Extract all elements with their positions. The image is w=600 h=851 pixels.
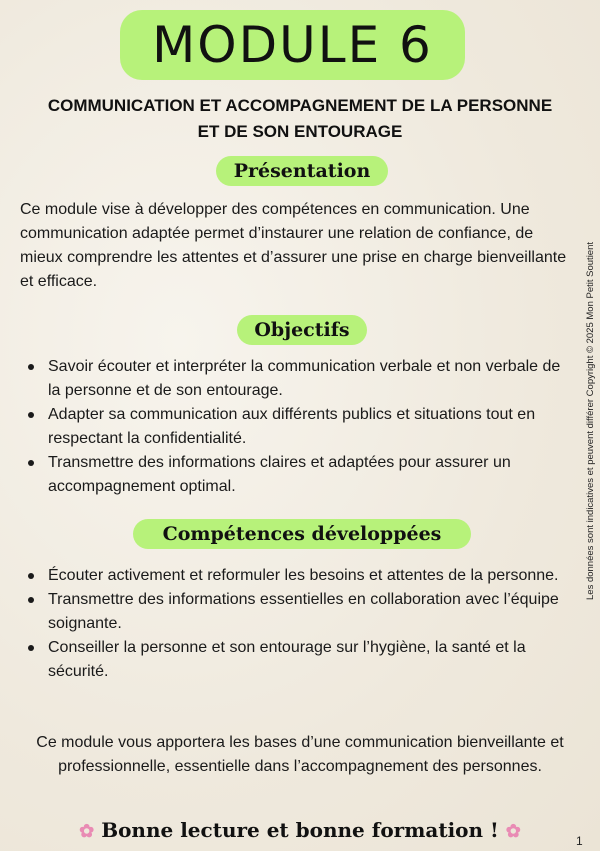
closing-text: Ce module vous apportera les bases d’une communication bienveillante et professionnelle, essentielle dans l’accompagnement des personnes. [36, 734, 564, 775]
objectifs-heading: Objectifs [237, 315, 367, 345]
list-item: Transmettre des informations essentielles en collaboration avec l’équipe soignante. [22, 588, 577, 636]
competences-heading: Compétences développées [133, 519, 471, 549]
flower-icon: ✿ [505, 821, 521, 842]
copyright-notice: Les données sont indicatives et peuvent différer Copyright © 2025 Mon Petit Soutient [585, 241, 596, 600]
competences-list [22, 564, 577, 684]
module-title-banner [120, 10, 465, 80]
presentation-text: Ce module vise à développer des compétences en communication. Une communication adaptée permet d’instaurer une relation de confiance, de mieux comprendre les attentes et d’assurer une prise en charge bienveillante et efficace. [20, 201, 567, 290]
list-item: Transmettre des informations claires et adaptées pour assurer un accompagnement optimal. [22, 451, 577, 499]
footer-message [0, 818, 600, 842]
list-item: Conseiller la personne et son entourage sur l’hygiène, la santé et la sécurité. [22, 636, 577, 684]
presentation-heading: Présentation [216, 156, 388, 186]
footer-text: Bonne lecture et bonne formation ! [101, 818, 499, 842]
objectifs-list [22, 355, 577, 499]
list-item: Adapter sa communication aux différents publics et situations tout en respectant la confidentialité. [22, 403, 577, 451]
page-number: 1 [576, 834, 583, 848]
list-item: Écouter activement et reformuler les besoins et attentes de la personne. [22, 564, 577, 588]
subtitle-line-2: ET DE SON ENTOURAGE [197, 122, 403, 141]
subtitle-line-1: COMMUNICATION ET ACCOMPAGNEMENT DE LA PERSONNE [47, 96, 553, 115]
module-subtitle [0, 93, 600, 145]
flower-icon: ✿ [79, 821, 95, 842]
module-title: MODULE 6 [152, 16, 433, 74]
list-item: Savoir écouter et interpréter la communication verbale et non verbale de la personne et de son entourage. [22, 355, 577, 403]
